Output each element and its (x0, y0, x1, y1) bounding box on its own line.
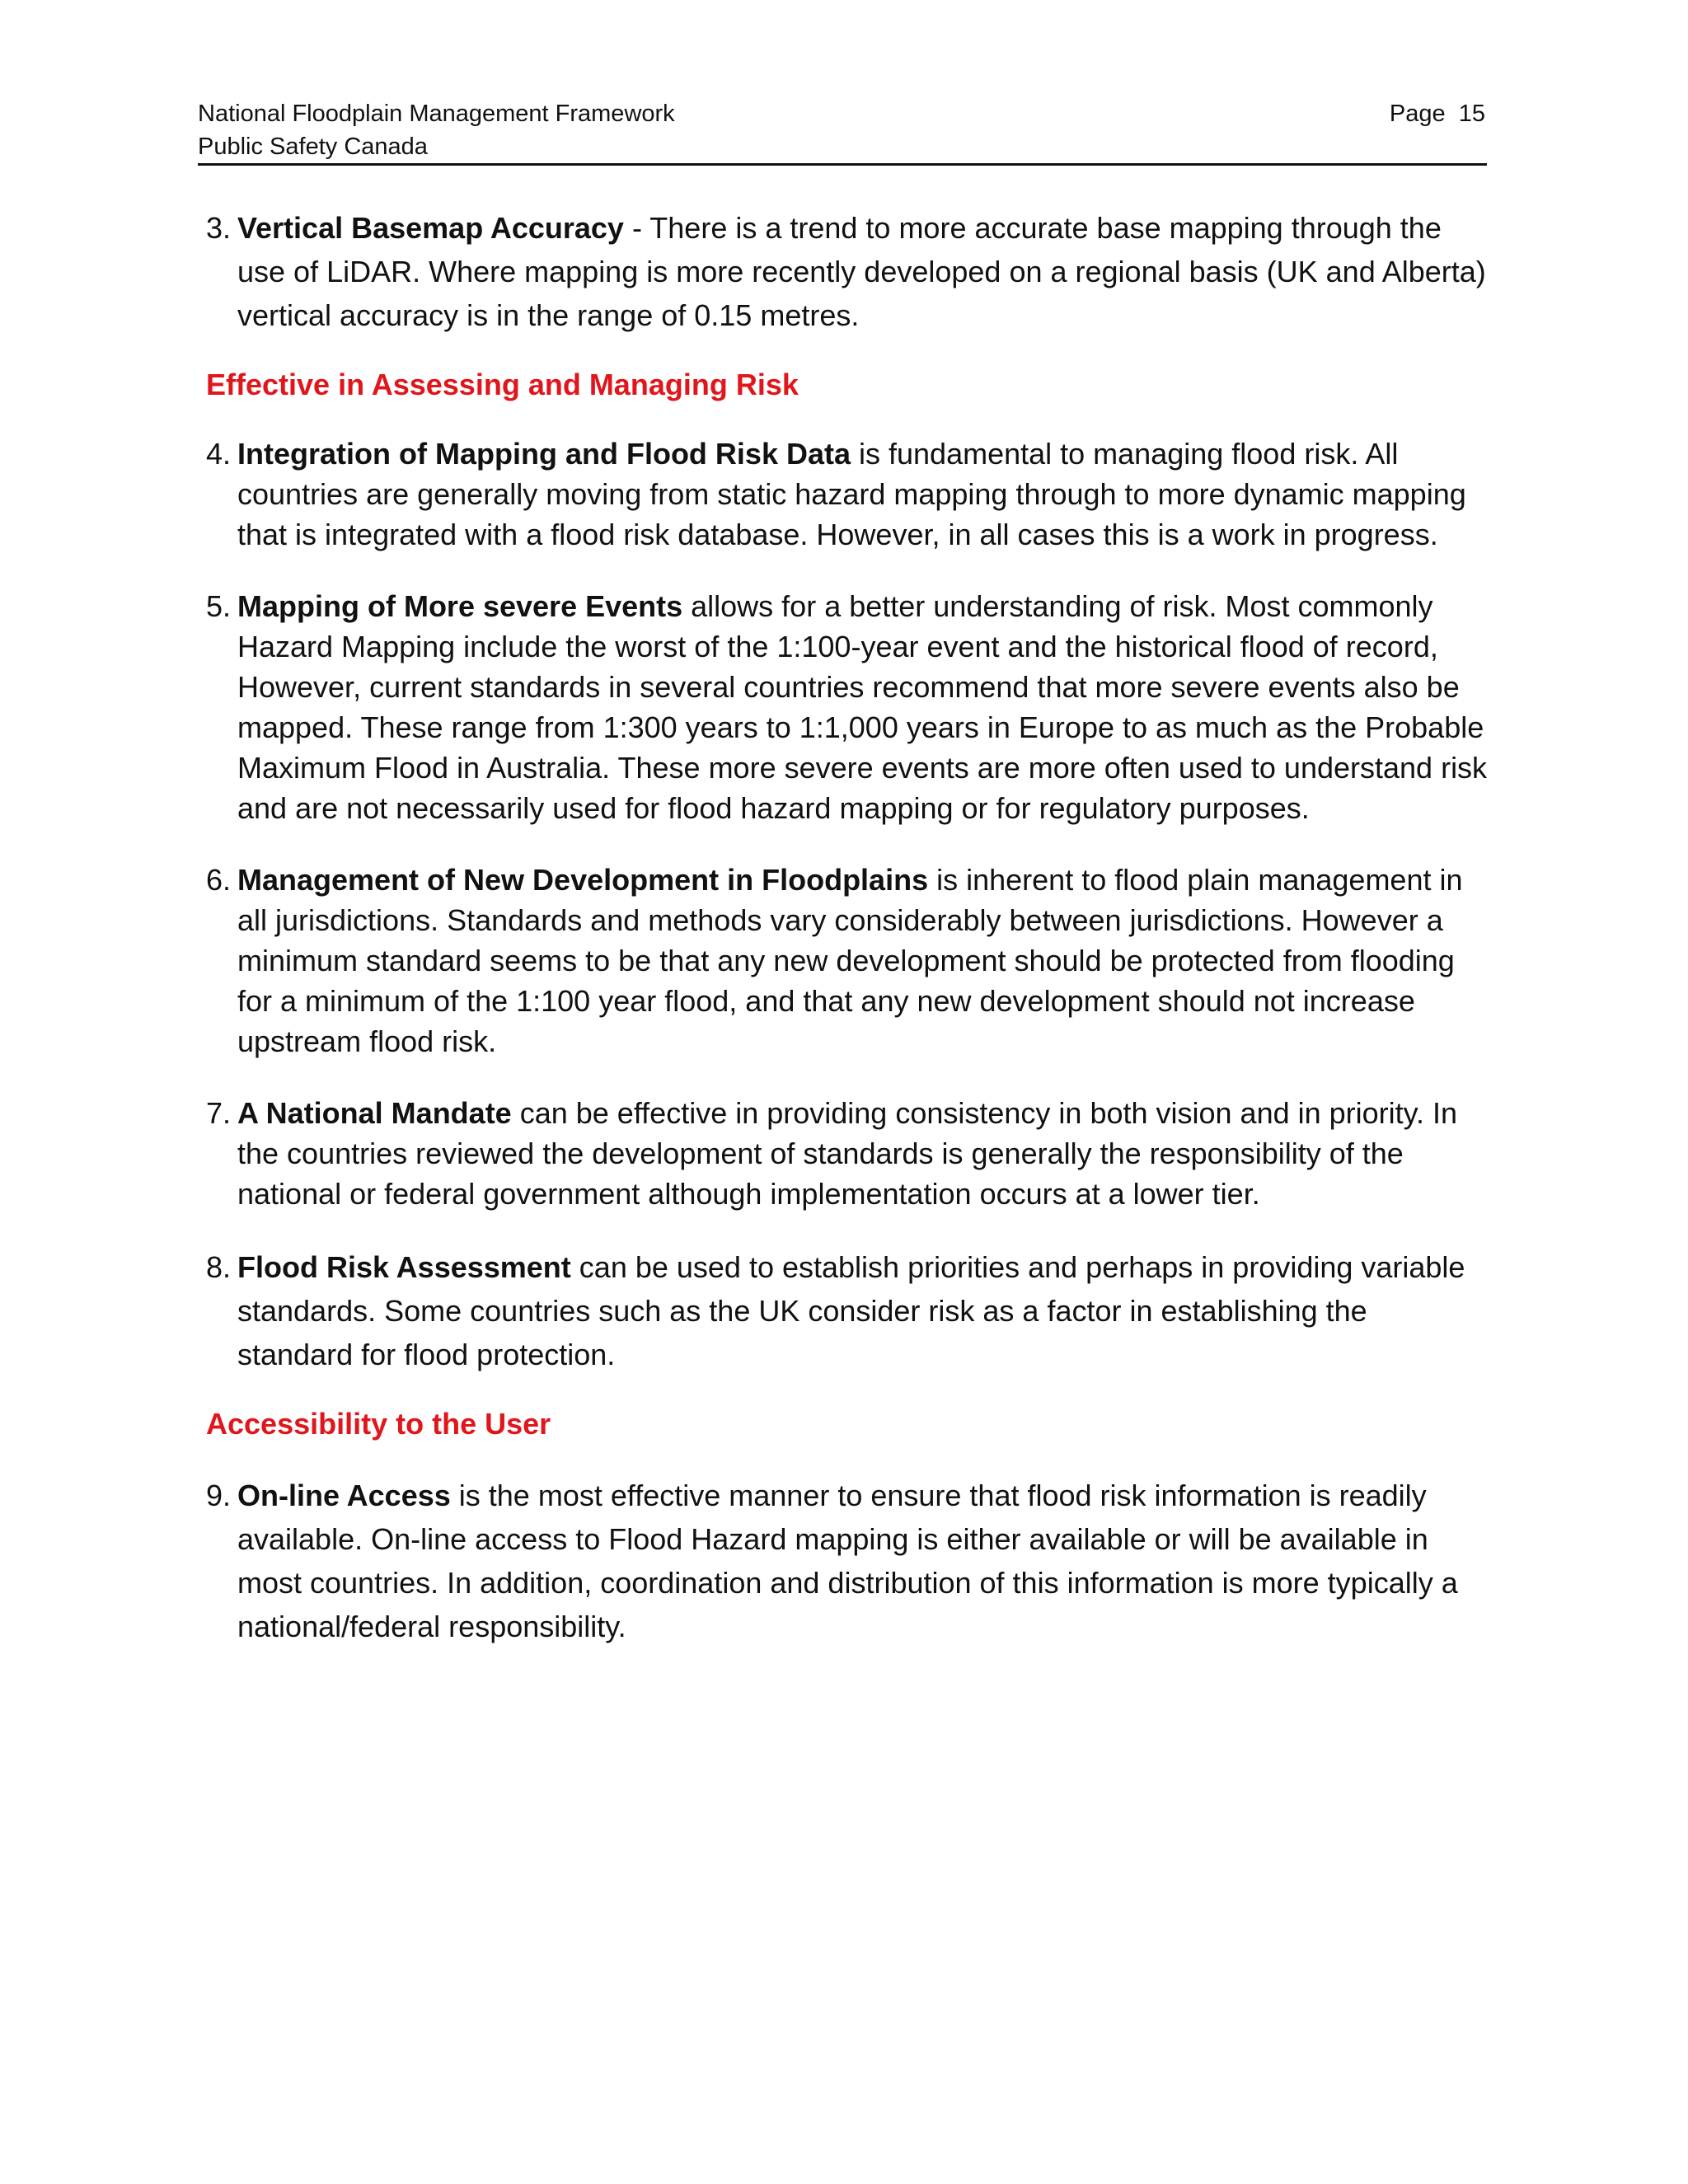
list-item-term: Integration of Mapping and Flood Risk Data (237, 437, 851, 471)
list-item-term: Mapping of More severe Events (237, 589, 683, 623)
list-item-number: 9. (206, 1479, 232, 1512)
section-heading-risk: Effective in Assessing and Managing Risk (206, 368, 799, 401)
list-item-number: 5. (206, 589, 232, 623)
list-item-term: A National Mandate (237, 1096, 512, 1130)
list-item-text: is fundamental to managing flood risk. All countries are generally moving from static hazard mapping through to more dynamic mapping that is integrated with a flood risk database. However, in all cases this is a work in progress. (237, 437, 1466, 551)
list-item-number: 8. (206, 1250, 232, 1284)
list-item-text: allows for a better understanding of risk. Most commonly Hazard Mapping include the worst of the 1:100-year event and the historical flood of record, However, current standards in several countries recommend that more severe events also be mapped. These range from 1:300 years to 1:1,000 years in Europe to as much as the Probable Maximum Flood in Australia. These more severe events are more often used to understand risk and are not necessarily used for flood hazard mapping or for regulatory purposes. (237, 589, 1488, 825)
header-left (198, 97, 675, 163)
list-item-number: 4. (206, 437, 232, 471)
list-item-text: can be used to establish priorities and perhaps in providing variable standards. Some countries such as the UK consider risk as a factor in establishing the standard for flood protection. (237, 1250, 1465, 1371)
header-doc-title: National Floodplain Management Framework (198, 101, 675, 127)
list-item-3 (206, 206, 1489, 337)
list-item-text: can be effective in providing consistency in both vision and in priority. In the countries reviewed the development of standards is generally the responsibility of the national or federal government although implementation occurs at a lower tier. (237, 1096, 1458, 1211)
list-item-text: - There is a trend to more accurate base mapping through the use of LiDAR. Where mapping is more recently developed on a regional basis (UK and Alberta) vertical accuracy is in the range of 0.15 metres. (237, 211, 1486, 332)
list-item-term: Flood Risk Assessment (237, 1250, 571, 1284)
header-org: Public Safety Canada (198, 134, 428, 160)
list-item-7 (206, 1093, 1489, 1214)
header-page-number: Page 15 (1389, 101, 1485, 127)
list-item-number: 3. (206, 211, 232, 245)
list-item-text: is inherent to flood plain management in all jurisdictions. Standards and methods vary considerably between jurisdictions. However a minimum standard seems to be that any new development should be protected from flooding for a minimum of the 1:100 year flood, and that any new development should not increase upstream flood risk. (237, 863, 1463, 1058)
list-item-term: Management of New Development in Floodplains (237, 863, 929, 897)
list-item-text: is the most effective manner to ensure that flood risk information is readily available. On-line access to Flood Hazard mapping is either available or will be available in most countries. In addition, coordination and distribution of this information is more typically a national/federal responsibility. (237, 1479, 1458, 1643)
list-item-term: Vertical Basemap Accuracy (237, 211, 624, 245)
list-item-6 (206, 860, 1489, 1062)
page-header (198, 97, 1487, 166)
list-item-number: 7. (206, 1096, 232, 1130)
list-item-5 (206, 586, 1489, 828)
list-item-8 (206, 1245, 1489, 1376)
section-heading-accessibility: Accessibility to the User (206, 1407, 551, 1441)
list-item-4 (206, 434, 1489, 555)
page-content (206, 206, 1489, 1648)
list-item-9 (206, 1474, 1489, 1648)
list-item-number: 6. (206, 863, 232, 897)
list-item-term: On-line Access (237, 1479, 451, 1512)
